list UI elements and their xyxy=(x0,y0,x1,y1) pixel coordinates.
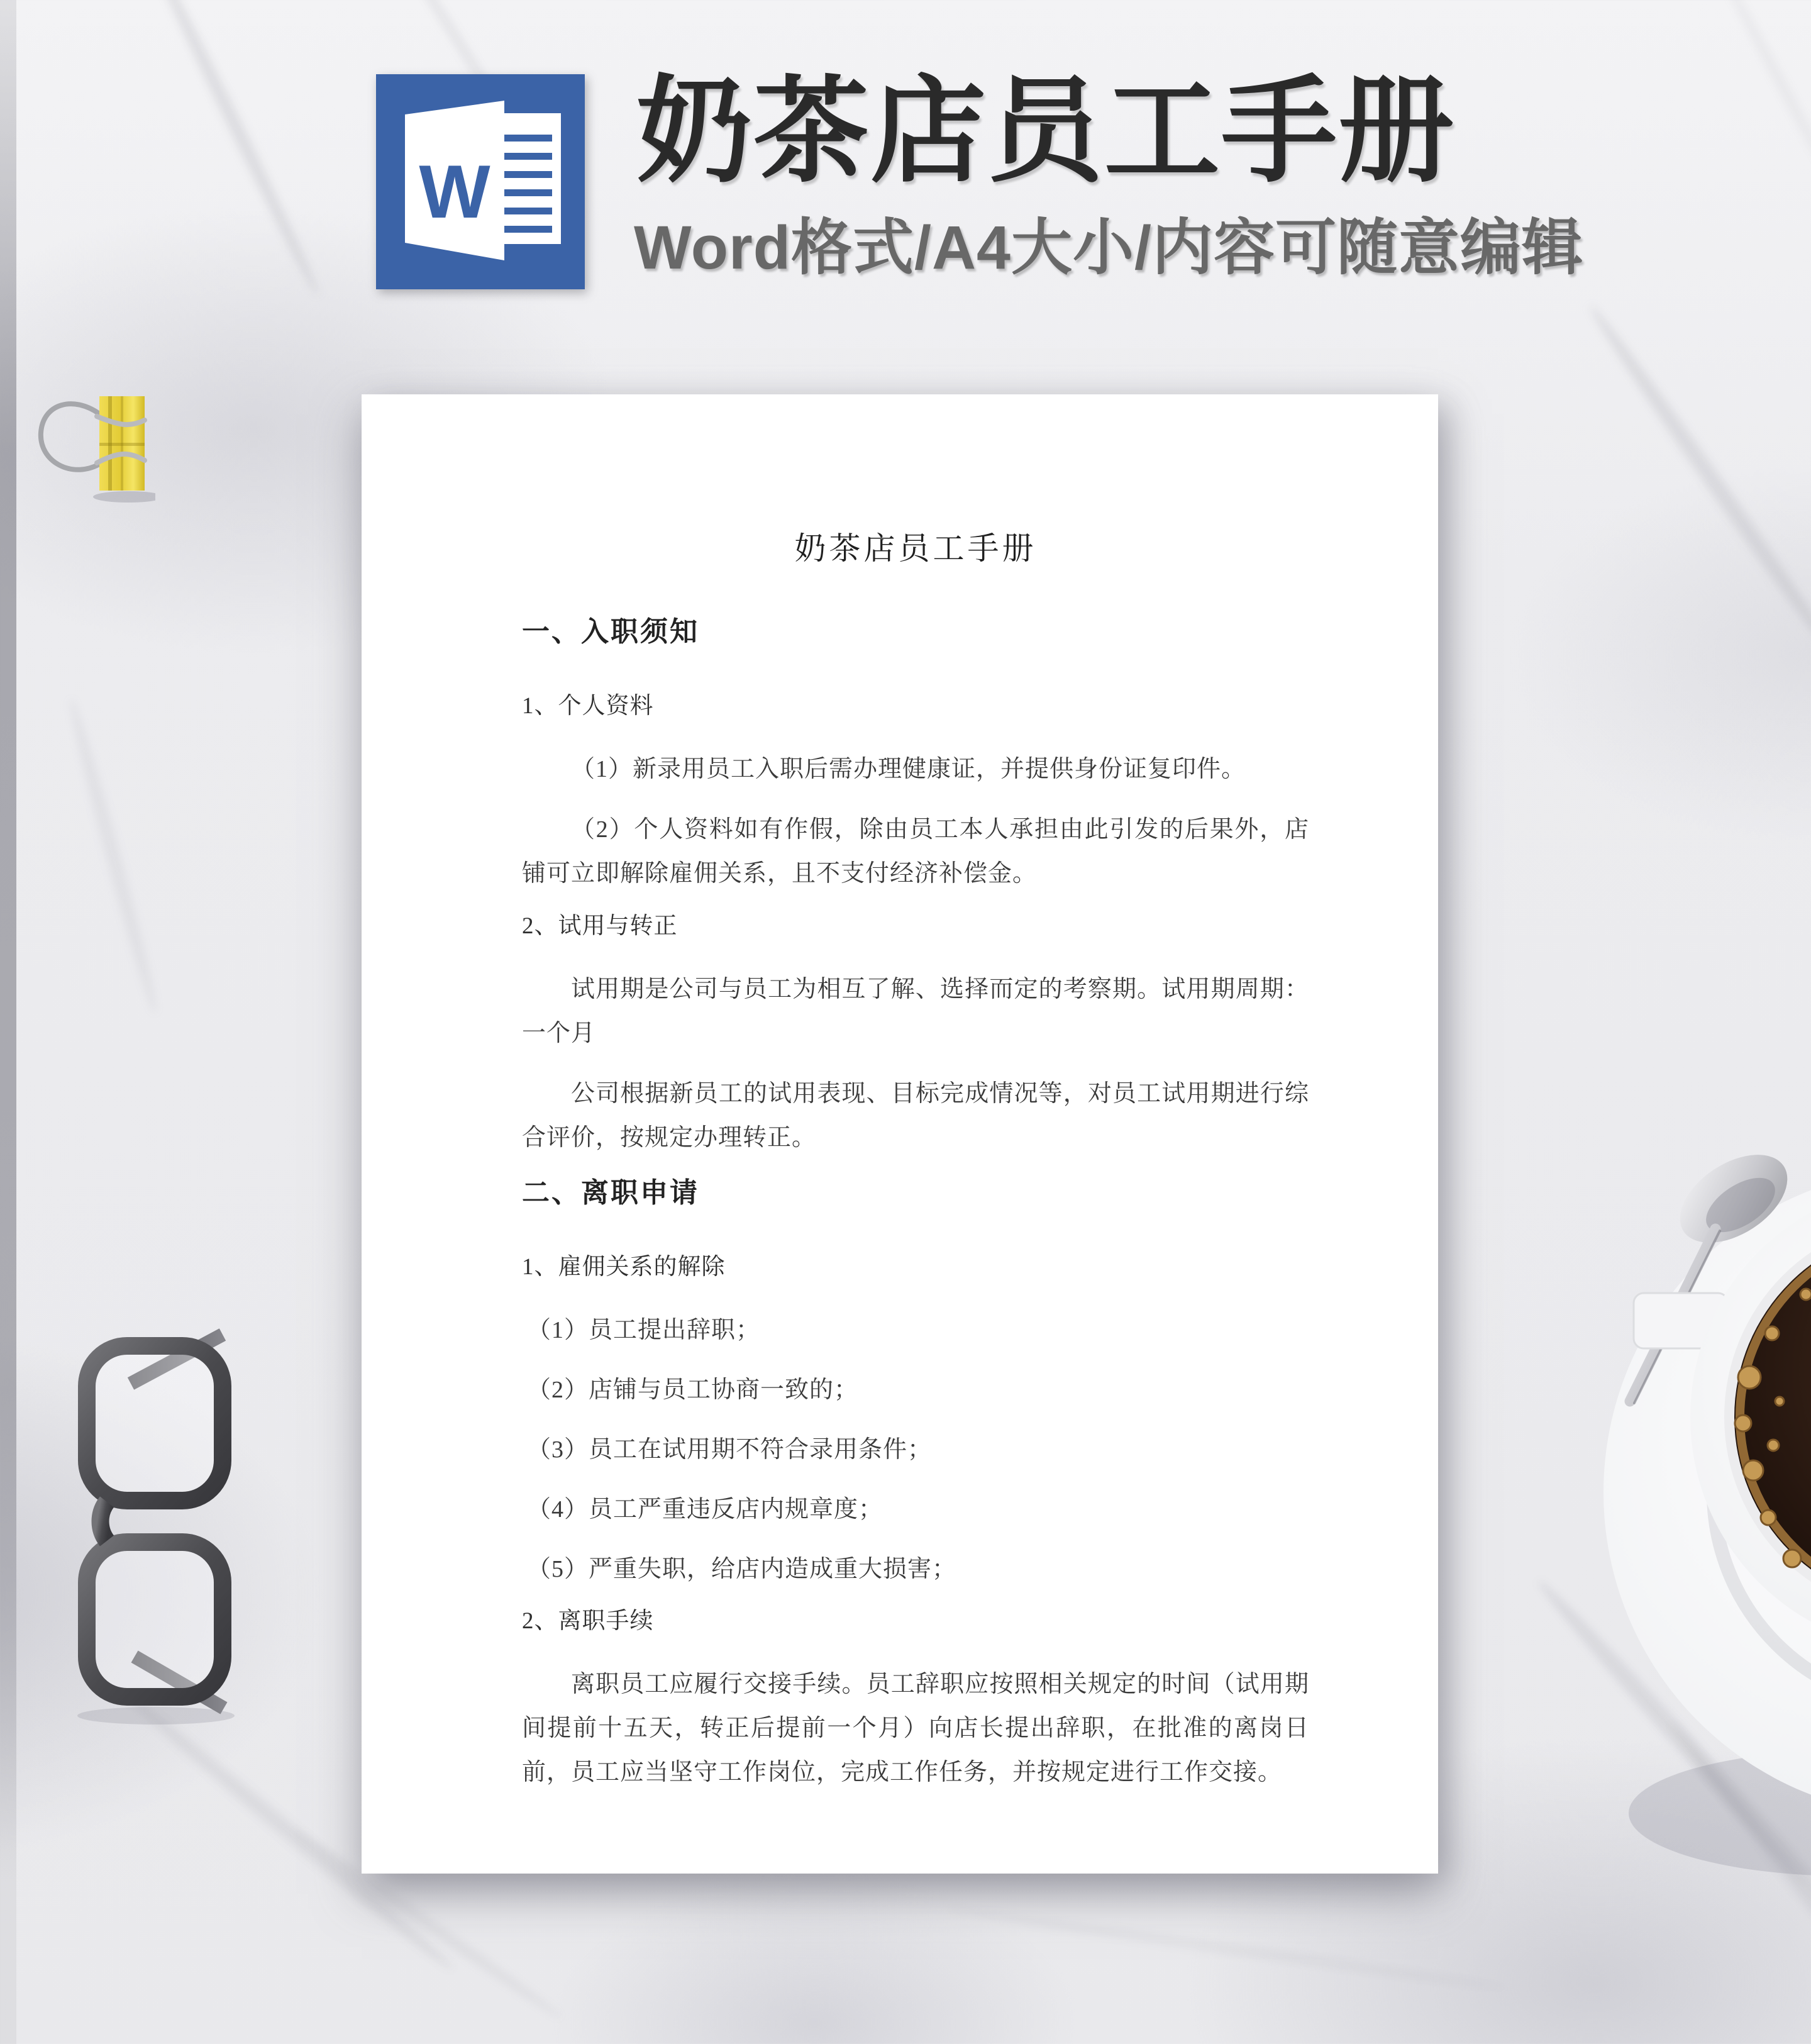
document-title: 奶茶店员工手册 xyxy=(794,531,1037,566)
sub-heading: 1、雇佣关系的解除 xyxy=(522,1254,726,1280)
list-item: （2）店铺与员工协商一致的； xyxy=(527,1377,859,1403)
binder-clip-seam xyxy=(99,443,145,446)
sub-heading: 1、个人资料 xyxy=(522,693,654,719)
glasses xyxy=(68,1319,241,1727)
paragraph: （1）新录用员工入职后需办理健康证，并提供身份证复印件。 xyxy=(571,756,1246,782)
paragraph: 离职员工应履行交接手续。员工辞职应按照相关规定的时间（试用期间提前十五天，转正后提前一个月）向店长提出辞职，在批准的离岗日前，员工应当坚守工作岗位，完成工作任务，并按规定进行工作交接。 xyxy=(522,1671,1309,1786)
glasses-bridge xyxy=(101,1502,108,1541)
binder-clip-shadow xyxy=(93,491,155,503)
glasses-shadow xyxy=(77,1707,235,1725)
coffee-cup xyxy=(1585,1106,1811,1923)
list-item: （1）员工提出辞职； xyxy=(527,1317,761,1343)
section-heading: 二、离职申请 xyxy=(522,1177,699,1208)
section-heading: 一、入职须知 xyxy=(522,616,699,647)
list-item: （3）员工在试用期不符合录用条件； xyxy=(527,1436,933,1463)
promo-header xyxy=(0,0,1811,327)
binder-clip xyxy=(33,389,155,505)
document-content xyxy=(362,394,1438,1874)
glasses-lens-bottom xyxy=(87,1542,223,1697)
word-icon xyxy=(376,74,585,289)
paragraph: 试用期是公司与员工为相互了解、选择而定的考察期。试用期周期：一个月 xyxy=(522,976,1309,1047)
paragraph: （2）个人资料如有作假，除由员工本人承担由此引发的后果外，店铺可立即解除雇佣关系，且不支付经济补偿金。 xyxy=(522,816,1309,887)
document-page xyxy=(362,394,1438,1874)
paragraph: 公司根据新员工的试用表现、目标完成情况等，对员工试用期进行综合评价，按规定办理转正。 xyxy=(522,1080,1309,1151)
marble-vein xyxy=(1584,301,1811,671)
glasses-lens-top xyxy=(87,1346,223,1501)
binder-clip-wire-loop xyxy=(41,404,99,470)
promo-subtitle: Word格式/A4大小/内容可随意编辑 xyxy=(634,213,1583,282)
sub-heading: 2、试用与转正 xyxy=(522,913,678,939)
list-item: （4）员工严重违反店内规章度； xyxy=(527,1496,883,1523)
list-item: （5）严重失职，给店内造成重大损害； xyxy=(527,1556,957,1582)
marble-vein xyxy=(64,696,162,1016)
word-icon-sheet xyxy=(496,113,561,244)
promo-title: 奶茶店员工手册 xyxy=(636,66,1456,196)
word-icon-letter: W xyxy=(419,150,490,234)
sub-heading: 2、离职手续 xyxy=(522,1608,654,1634)
marble-vein xyxy=(945,1904,1507,1992)
